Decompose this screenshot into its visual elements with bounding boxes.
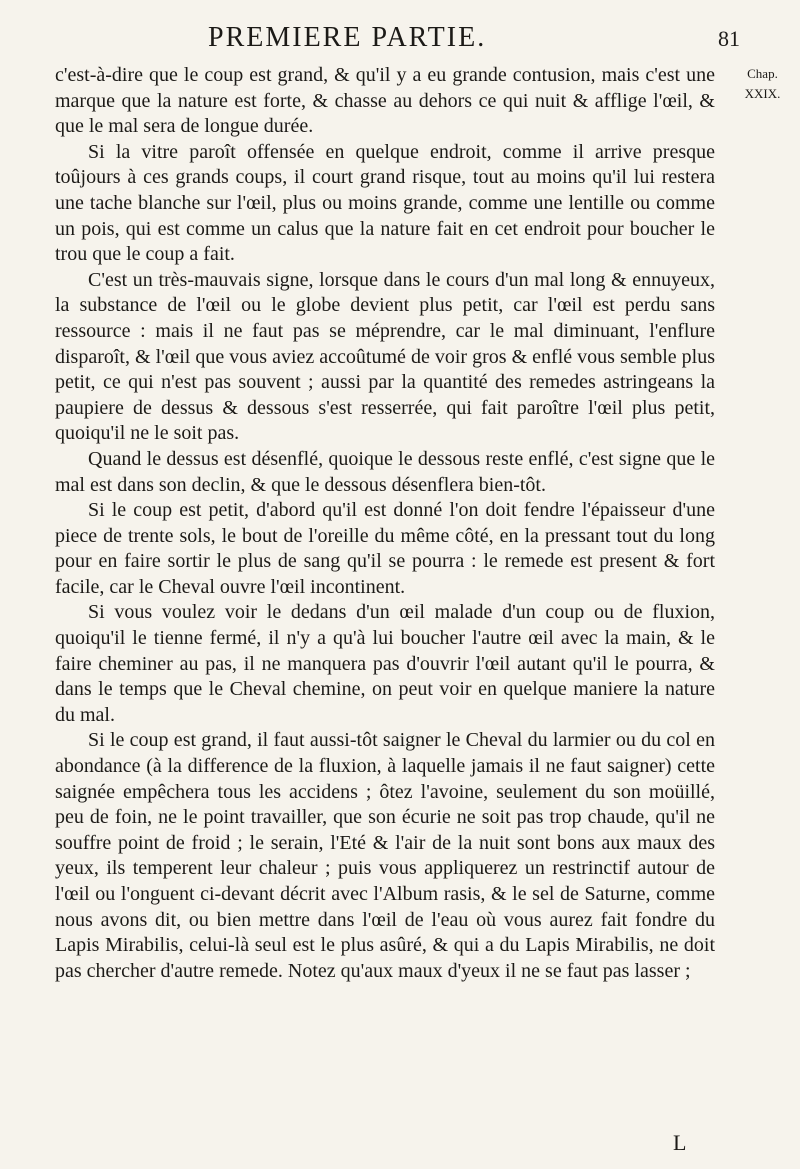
paragraph: C'est un très-mauvais signe, lorsque dans le cours d'un mal long & ennuyeux, la substance de l'œil ou le globe devient plus petit, car l'œil est perdu sans ressource : mais il ne faut pas se méprendre, car le mal diminuant, l'enflure disparoît, & l'œil que vous aviez accoûtumé de voir gros & enflé vous semble plus petit, ce qui n'est pas souvent ; aussi par la quantité des remedes astringeans la paupiere de dessus & dessous s'est resserrée, qui fait paroître l'œil plus petit, quoiqu'il ne le soit pas. bbox=[55, 268, 715, 445]
margin-chapter-number: XXIX. bbox=[744, 86, 781, 101]
running-title: PREMIERE PARTIE. bbox=[208, 22, 487, 53]
paragraph: Quand le dessus est désenflé, quoique le dessous reste enflé, c'est signe que le mal est dans son declin, & que le dessous désenflera bien-tôt. bbox=[55, 447, 715, 496]
page-number: 81 bbox=[718, 26, 740, 51]
running-head bbox=[60, 22, 740, 56]
margin-chapter-label: Chap. bbox=[747, 66, 778, 81]
margin-chapter-note bbox=[730, 64, 795, 104]
paragraph: Si la vitre paroît offensée en quelque endroit, comme il arrive presque toûjours à ces grands coups, il court grand risque, tout au moins qu'il lui restera une tache blanche sur l'œil, plus ou moins grande, comme une lentille ou comme un pois, qui est comme un calus que la nature fait en cet endroit pour boucher le trou que le coup a fait. bbox=[55, 140, 715, 266]
paragraph: Si le coup est grand, il faut aussi-tôt saigner le Cheval du larmier ou du col en abondance (à la difference de la fluxion, à laquelle jamais il ne faut saigner) cette saignée empêchera tous les accidens ; ôtez l'avoine, seulement du son moüillé, peu de foin, ne le point travailler, que son écurie ne soit pas trop chaude, qu'il ne souffre point de froid ; le serain, l'Eté & l'air de la nuit sont bons aux maux des yeux, ils temperent leur chaleur ; puis vous appliquerez un restrinctif autour de l'œil ou l'onguent ci-devant décrit avec l'Album rasis, & le sel de Saturne, comme nous avons dit, ou bien mettre dans l'œil de l'eau où vous aurez fait fondre du Lapis Mirabilis, celui-là seul est le plus asûré, & qui a du Lapis Mirabilis, ne doit pas chercher d'autre remede. Notez qu'aux maux d'yeux il ne se faut pas lasser ; bbox=[55, 729, 715, 982]
paragraph: c'est-à-dire que le coup est grand, & qu'il y a eu grande contusion, mais c'est une marque que la nature est forte, & chasse au dehors ce qui nuit & afflige l'œil, & que le mal sera de longue durée. bbox=[55, 64, 715, 138]
paragraph: Si le coup est petit, d'abord qu'il est donné l'on doit fendre l'épaisseur d'une piece de trente sols, le bout de l'oreille du même côté, en la pressant tout du long pour en faire sortir le plus de sang qu'il se pourra : le remede est present & fort facile, car le Cheval ouvre l'œil incontinent. bbox=[55, 499, 715, 598]
paragraph: Si vous voulez voir le dedans d'un œil malade d'un coup ou de fluxion, quoiqu'il le tienne fermé, il n'y a qu'à lui boucher l'autre œil avec la main, & le faire cheminer au pas, il ne manquera pas d'ouvrir l'œil autant qu'il le pourra, & dans le temps que le Cheval chemine, on peut voir en quelque maniere la nature du mal. bbox=[55, 601, 715, 726]
catchword: L bbox=[673, 1130, 687, 1155]
body-text bbox=[55, 63, 715, 984]
